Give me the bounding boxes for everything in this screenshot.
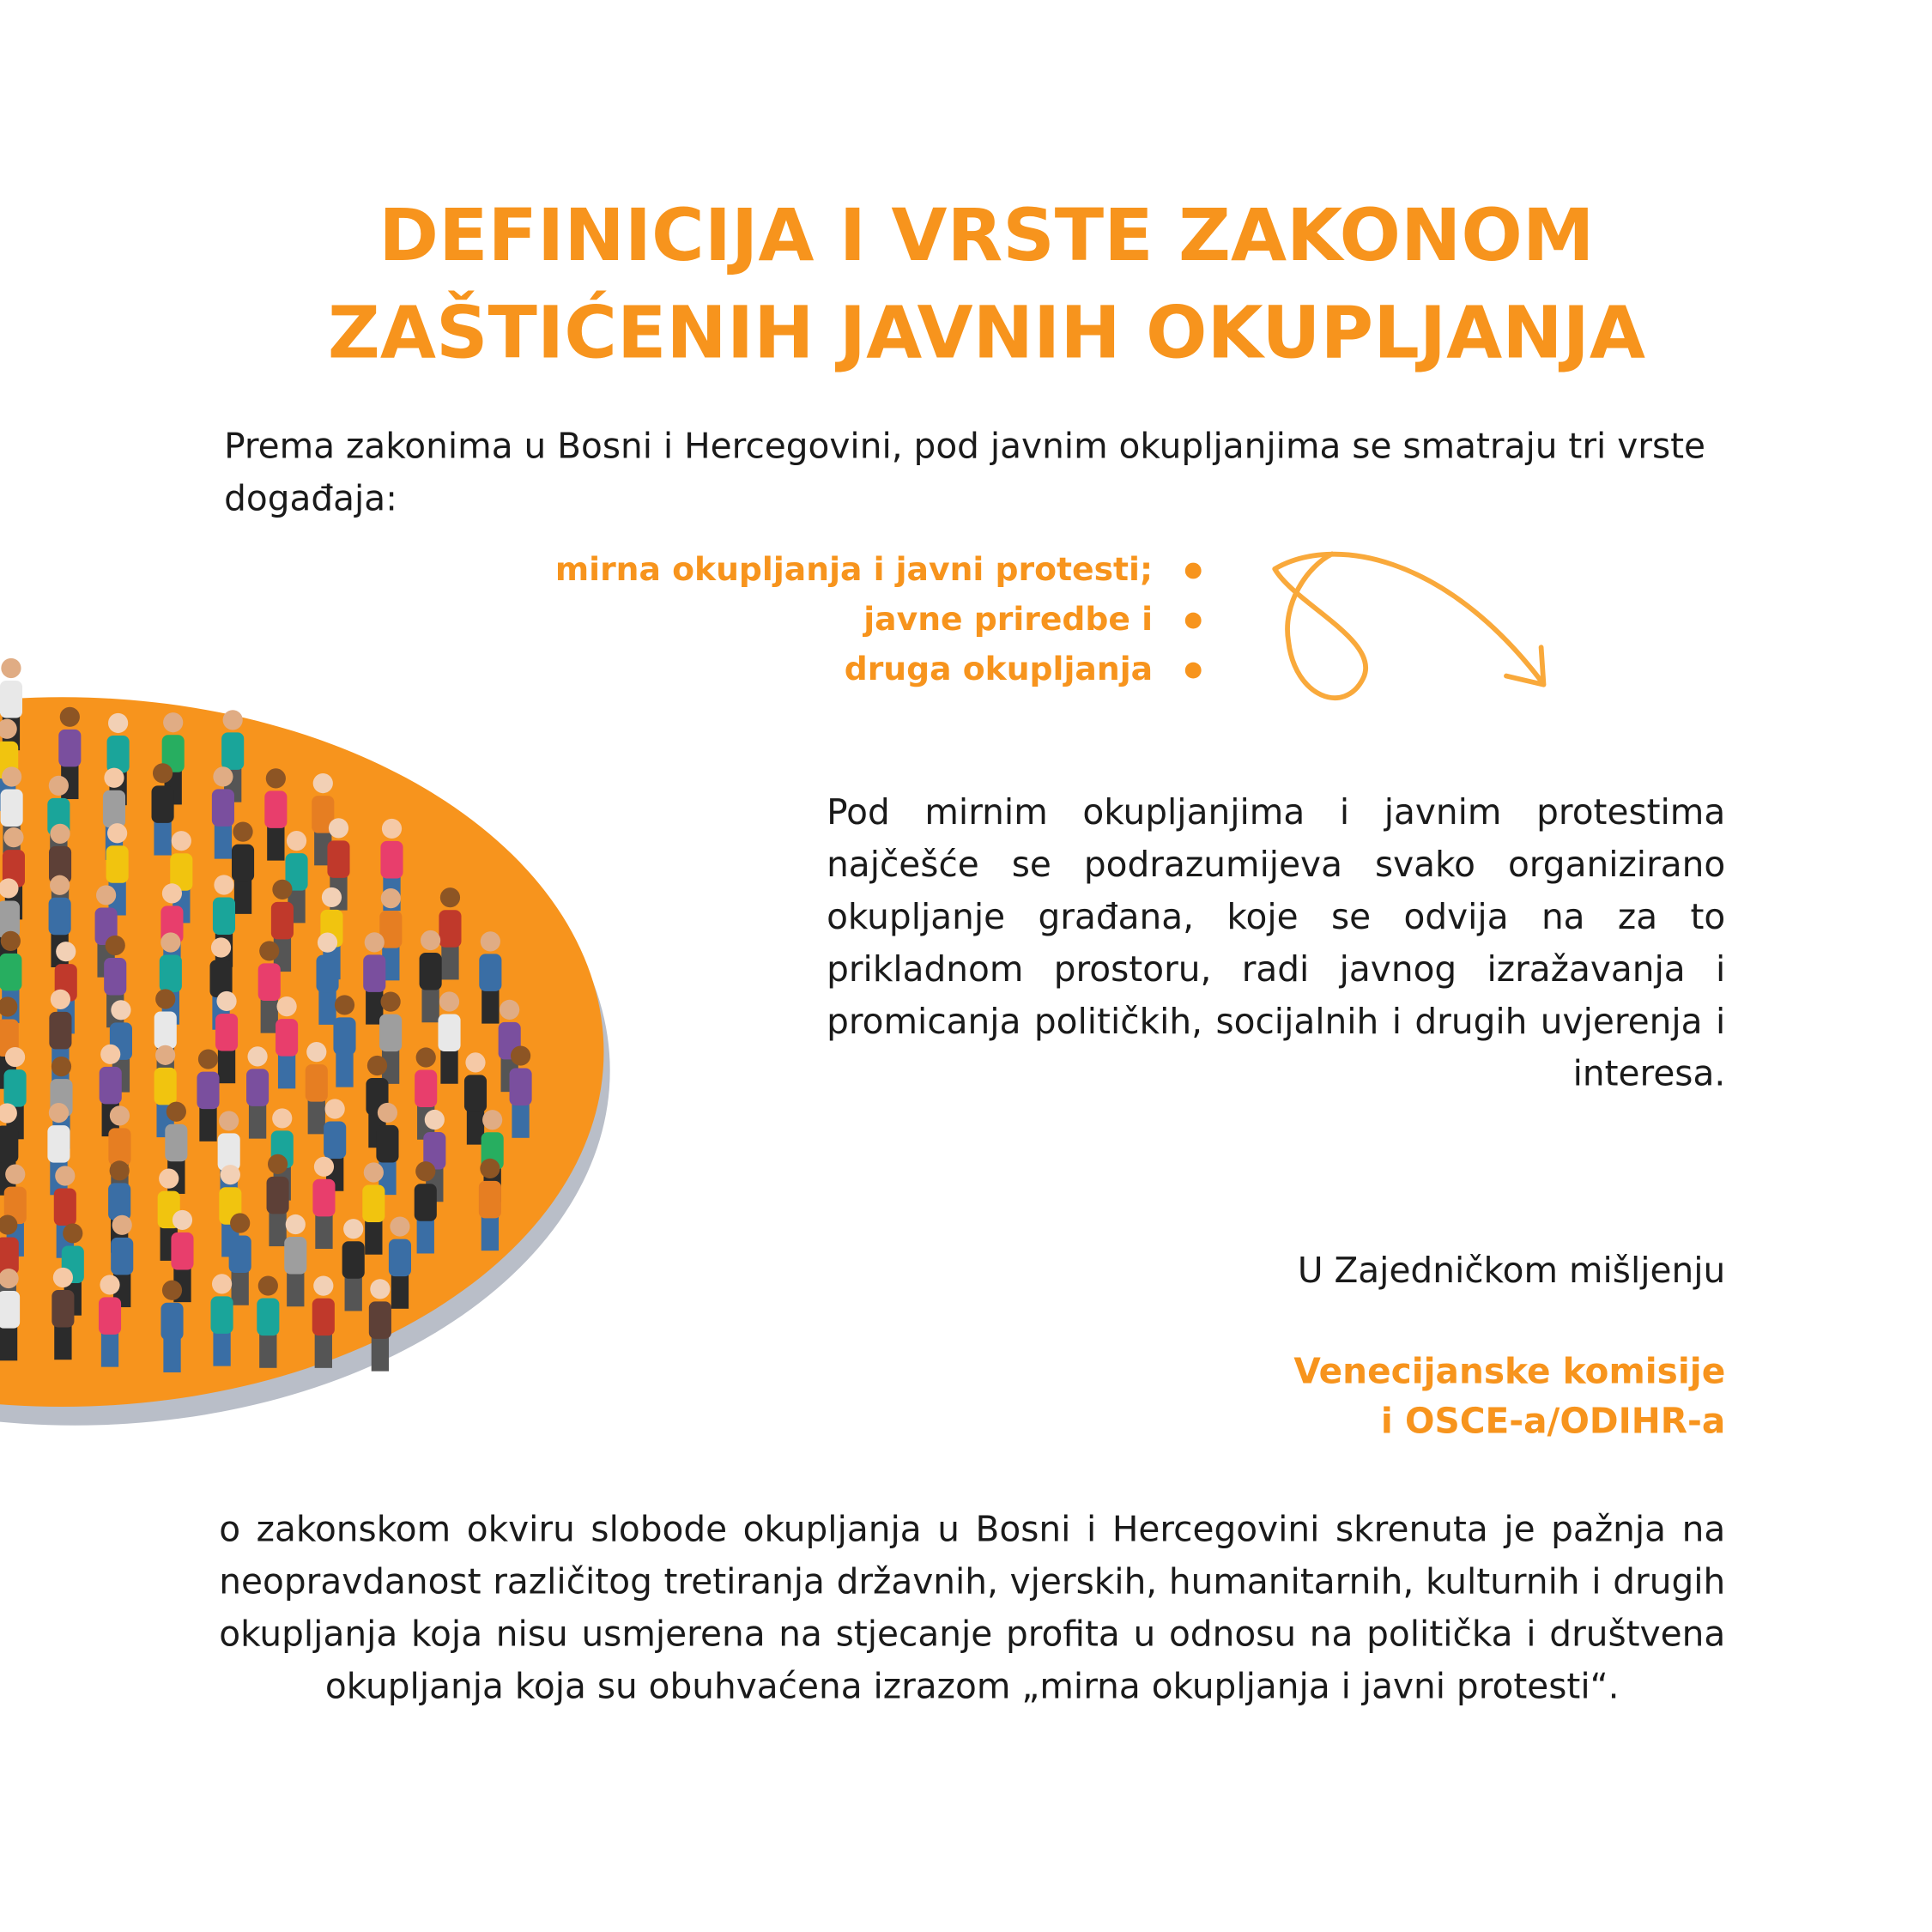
person-figure bbox=[219, 1111, 239, 1130]
person-figure bbox=[1, 658, 21, 678]
person-figure bbox=[104, 958, 126, 996]
title-line-2: ZAŠTIĆENIH JAVNIH OKUPLJANJA bbox=[327, 289, 1646, 375]
person-figure bbox=[480, 1159, 500, 1178]
person-figure bbox=[264, 790, 287, 828]
person-figure bbox=[345, 1276, 362, 1311]
person-figure bbox=[464, 1075, 487, 1112]
person-figure bbox=[327, 840, 349, 878]
person-figure bbox=[286, 1214, 306, 1234]
person-figure bbox=[249, 1104, 266, 1139]
person-figure bbox=[216, 991, 236, 1011]
person-figure bbox=[335, 995, 354, 1014]
person-figure bbox=[439, 910, 461, 948]
person-figure bbox=[379, 1014, 402, 1052]
person-figure bbox=[167, 1102, 186, 1122]
opinion-source bbox=[1293, 1347, 1725, 1446]
person-figure bbox=[111, 1000, 130, 1020]
person-figure bbox=[416, 1047, 436, 1067]
person-figure bbox=[313, 1276, 333, 1296]
person-figure bbox=[440, 887, 460, 907]
person-figure bbox=[50, 824, 70, 844]
person-figure bbox=[153, 763, 173, 783]
person-figure bbox=[229, 1236, 251, 1274]
person-figure bbox=[272, 1108, 292, 1128]
person-figure bbox=[0, 954, 21, 991]
person-figure bbox=[230, 1213, 250, 1232]
person-figure bbox=[440, 1049, 457, 1084]
person-figure bbox=[63, 1223, 82, 1243]
opinion-source-line-1: Venecijanske komisije bbox=[1293, 1350, 1726, 1392]
person-figure bbox=[51, 1290, 74, 1328]
person-figure bbox=[257, 1299, 279, 1336]
person-figure bbox=[49, 776, 69, 796]
person-figure bbox=[324, 1122, 346, 1160]
person-figure bbox=[198, 1049, 218, 1069]
person-figure bbox=[312, 1179, 335, 1217]
person-figure bbox=[415, 1161, 435, 1181]
person-figure bbox=[362, 1184, 385, 1222]
intro-paragraph: Prema zakonima u Bosni i Hercegovini, pod javnim okupljanjima se smatraju tri vrste događaja: bbox=[224, 426, 1706, 519]
person-figure bbox=[56, 942, 76, 961]
person-figure bbox=[259, 1333, 276, 1368]
person-figure bbox=[154, 821, 171, 856]
person-figure bbox=[214, 875, 233, 894]
person-figure bbox=[154, 1068, 177, 1105]
person-figure bbox=[106, 936, 125, 955]
person-figure bbox=[221, 1165, 240, 1184]
crowd-illustration bbox=[0, 622, 622, 1444]
person-figure bbox=[100, 1275, 119, 1294]
person-figure bbox=[1, 790, 23, 827]
person-figure bbox=[421, 988, 439, 1023]
person-figure bbox=[2, 766, 21, 786]
person-figure bbox=[0, 681, 22, 718]
person-figure bbox=[258, 963, 281, 1001]
person-figure bbox=[108, 713, 128, 733]
person-figure bbox=[0, 1125, 18, 1163]
person-figure bbox=[51, 990, 70, 1009]
person-figure bbox=[479, 954, 501, 991]
person-figure bbox=[267, 826, 284, 861]
person-figure bbox=[315, 1214, 332, 1249]
person-figure bbox=[163, 712, 183, 732]
person-figure bbox=[365, 1220, 382, 1255]
person-figure bbox=[372, 1336, 389, 1372]
list-item-label: druga okupljanja bbox=[844, 651, 1154, 689]
person-figure bbox=[111, 1238, 133, 1275]
person-figure bbox=[110, 1160, 130, 1180]
person-figure bbox=[4, 1069, 27, 1107]
person-figure bbox=[415, 1184, 437, 1221]
person-figure bbox=[160, 932, 180, 952]
person-figure bbox=[212, 1274, 232, 1293]
person-figure bbox=[272, 880, 292, 899]
person-figure bbox=[49, 1012, 71, 1050]
person-figure bbox=[315, 1333, 332, 1368]
person-figure bbox=[107, 823, 127, 843]
person-figure bbox=[278, 1054, 295, 1089]
person-figure bbox=[108, 1183, 130, 1220]
person-figure bbox=[333, 1017, 355, 1055]
person-figure bbox=[160, 954, 182, 992]
person-figure bbox=[3, 827, 23, 847]
person-figure bbox=[213, 766, 233, 786]
person-figure bbox=[439, 991, 459, 1011]
person-figure bbox=[276, 996, 296, 1016]
person-figure bbox=[481, 1216, 499, 1251]
bullet-dot-icon bbox=[1185, 613, 1202, 629]
bullet-dot-icon bbox=[1185, 563, 1202, 579]
person-figure bbox=[160, 1303, 183, 1341]
person-figure bbox=[104, 768, 124, 788]
person-figure bbox=[54, 1188, 76, 1226]
person-figure bbox=[415, 1070, 437, 1108]
page-title bbox=[0, 187, 1932, 381]
person-figure bbox=[382, 819, 402, 839]
person-figure bbox=[112, 1215, 132, 1235]
person-figure bbox=[53, 1268, 73, 1287]
person-figure bbox=[246, 1069, 269, 1106]
person-figure bbox=[171, 1232, 193, 1270]
person-figure bbox=[421, 930, 440, 950]
person-figure bbox=[390, 1216, 409, 1236]
person-figure bbox=[155, 989, 175, 1008]
person-figure bbox=[107, 736, 130, 773]
person-figure bbox=[101, 1332, 118, 1367]
person-figure bbox=[50, 875, 70, 895]
person-figure bbox=[269, 1211, 286, 1246]
person-figure bbox=[363, 954, 385, 992]
person-figure bbox=[316, 955, 338, 993]
person-figure bbox=[108, 1128, 130, 1166]
person-figure bbox=[60, 707, 80, 727]
person-figure bbox=[232, 845, 254, 882]
person-figure bbox=[512, 1103, 529, 1138]
person-figure bbox=[173, 1210, 192, 1230]
person-figure bbox=[110, 1105, 130, 1125]
person-figure bbox=[54, 1325, 71, 1360]
bullet-dot-icon bbox=[1185, 663, 1202, 679]
person-figure bbox=[365, 932, 385, 952]
person-figure bbox=[306, 1042, 326, 1062]
person-figure bbox=[223, 710, 243, 730]
person-figure bbox=[267, 1177, 289, 1214]
person-figure bbox=[266, 768, 286, 788]
person-figure bbox=[258, 1275, 278, 1295]
person-figure bbox=[103, 790, 125, 828]
list-item bbox=[373, 545, 1202, 595]
person-figure bbox=[152, 785, 174, 823]
person-figure bbox=[234, 879, 251, 914]
person-figure bbox=[5, 1047, 25, 1067]
conclusion-paragraph: o zakonskom okviru slobode okupljanja u Bosni i Hercegovini skrenuta je pažnja na neopravdanost različitog tretiranja državnih, vjerskih, humanitarnih, kulturnih i drugih okupljanja koja nisu usmjerena na stjecanje profita u odnosu na politička i društvena okupljanja koja su obuhvaćena izrazom „mirna okupljanja i javni protesti“. bbox=[219, 1508, 1726, 1707]
person-figure bbox=[212, 789, 234, 827]
person-figure bbox=[441, 945, 458, 980]
person-figure bbox=[159, 1169, 179, 1189]
person-figure bbox=[51, 1057, 71, 1076]
person-figure bbox=[5, 1165, 25, 1184]
person-figure bbox=[276, 1019, 298, 1057]
person-figure bbox=[284, 1237, 306, 1275]
person-figure bbox=[233, 822, 252, 842]
person-figure bbox=[287, 831, 306, 851]
person-figure bbox=[389, 1239, 411, 1277]
definition-paragraph: Pod mirnim okupljanjima i javnim protestima najčešće se podrazumijeva svako organizirano okupljanje građana, koje se odvija na za to prikladnom prostoru, radi javnog izražavanja i promicanja političkih, socijalnih i drugih uvjerenja i interesa. bbox=[827, 791, 1726, 1094]
person-figure bbox=[381, 888, 401, 908]
person-figure bbox=[369, 1301, 391, 1339]
opinion-source-line-2: i OSCE-a/ODIHR-a bbox=[1380, 1400, 1726, 1442]
person-figure bbox=[58, 730, 81, 767]
person-figure bbox=[162, 883, 182, 903]
person-figure bbox=[49, 1103, 69, 1123]
person-figure bbox=[55, 1166, 75, 1185]
person-figure bbox=[215, 824, 232, 859]
person-figure bbox=[380, 841, 403, 879]
person-figure bbox=[287, 1272, 304, 1307]
person-figure bbox=[313, 773, 333, 793]
list-item-label: mirna okupljanja i javni protesti; bbox=[554, 551, 1154, 590]
person-figure bbox=[511, 1045, 530, 1065]
person-figure bbox=[325, 1099, 345, 1118]
person-figure bbox=[211, 1296, 233, 1334]
person-figure bbox=[312, 1299, 335, 1336]
person-figure bbox=[155, 1045, 175, 1065]
person-figure bbox=[99, 1297, 121, 1335]
person-figure bbox=[268, 1154, 288, 1174]
title-line-1: DEFINICIJA I VRSTE ZAKONOM bbox=[379, 192, 1595, 278]
person-figure bbox=[510, 1069, 532, 1106]
person-figure bbox=[329, 818, 348, 838]
list-item-label: javne priredbe i bbox=[863, 601, 1154, 639]
opinion-intro: U Zajedničkom mišljenju bbox=[1297, 1250, 1726, 1292]
person-figure bbox=[367, 1056, 387, 1075]
person-figure bbox=[247, 1046, 267, 1066]
curly-arrow-icon bbox=[1257, 542, 1569, 716]
person-figure bbox=[259, 941, 279, 960]
person-figure bbox=[318, 990, 336, 1025]
person-figure bbox=[213, 897, 235, 935]
person-figure bbox=[0, 1326, 17, 1361]
person-figure bbox=[391, 1274, 409, 1309]
person-figure bbox=[218, 1049, 235, 1084]
person-figure bbox=[322, 887, 342, 907]
person-figure bbox=[425, 1110, 445, 1130]
person-figure bbox=[271, 902, 294, 940]
person-figure bbox=[342, 1241, 365, 1279]
person-figure bbox=[96, 885, 116, 905]
person-figure bbox=[100, 1045, 120, 1064]
person-figure bbox=[162, 1281, 182, 1300]
person-figure bbox=[47, 1125, 70, 1163]
person-figure bbox=[1, 931, 21, 951]
person-figure bbox=[100, 1067, 122, 1105]
person-figure bbox=[211, 937, 231, 957]
person-figure bbox=[336, 1052, 353, 1087]
person-figure bbox=[417, 1219, 434, 1254]
person-figure bbox=[479, 1181, 501, 1219]
person-figure bbox=[165, 1124, 187, 1162]
person-figure bbox=[318, 933, 337, 953]
person-figure bbox=[481, 989, 499, 1024]
person-figure bbox=[106, 845, 129, 883]
person-figure bbox=[199, 1106, 216, 1142]
person-figure bbox=[500, 1000, 519, 1020]
person-figure bbox=[438, 1014, 460, 1052]
person-figure bbox=[376, 1125, 398, 1163]
person-figure bbox=[213, 1331, 230, 1366]
person-figure bbox=[308, 1099, 325, 1135]
person-figure bbox=[381, 992, 401, 1012]
person-figure bbox=[261, 998, 278, 1033]
person-figure bbox=[172, 831, 191, 851]
person-figure bbox=[481, 931, 500, 951]
person-figure bbox=[154, 1011, 177, 1049]
person-figure bbox=[378, 1103, 397, 1123]
person-figure bbox=[482, 1110, 502, 1130]
person-figure bbox=[306, 1064, 328, 1102]
person-figure bbox=[364, 1162, 384, 1182]
person-figure bbox=[49, 898, 71, 936]
person-figure bbox=[232, 1270, 249, 1305]
person-figure bbox=[420, 953, 442, 990]
person-figure bbox=[197, 1072, 219, 1110]
person-figure bbox=[465, 1052, 485, 1072]
person-figure bbox=[343, 1219, 363, 1239]
person-figure bbox=[221, 732, 244, 770]
person-figure bbox=[314, 1157, 334, 1177]
person-figure bbox=[370, 1279, 390, 1299]
person-figure bbox=[0, 1291, 20, 1329]
person-figure bbox=[163, 1337, 180, 1372]
person-figure bbox=[215, 1014, 238, 1051]
